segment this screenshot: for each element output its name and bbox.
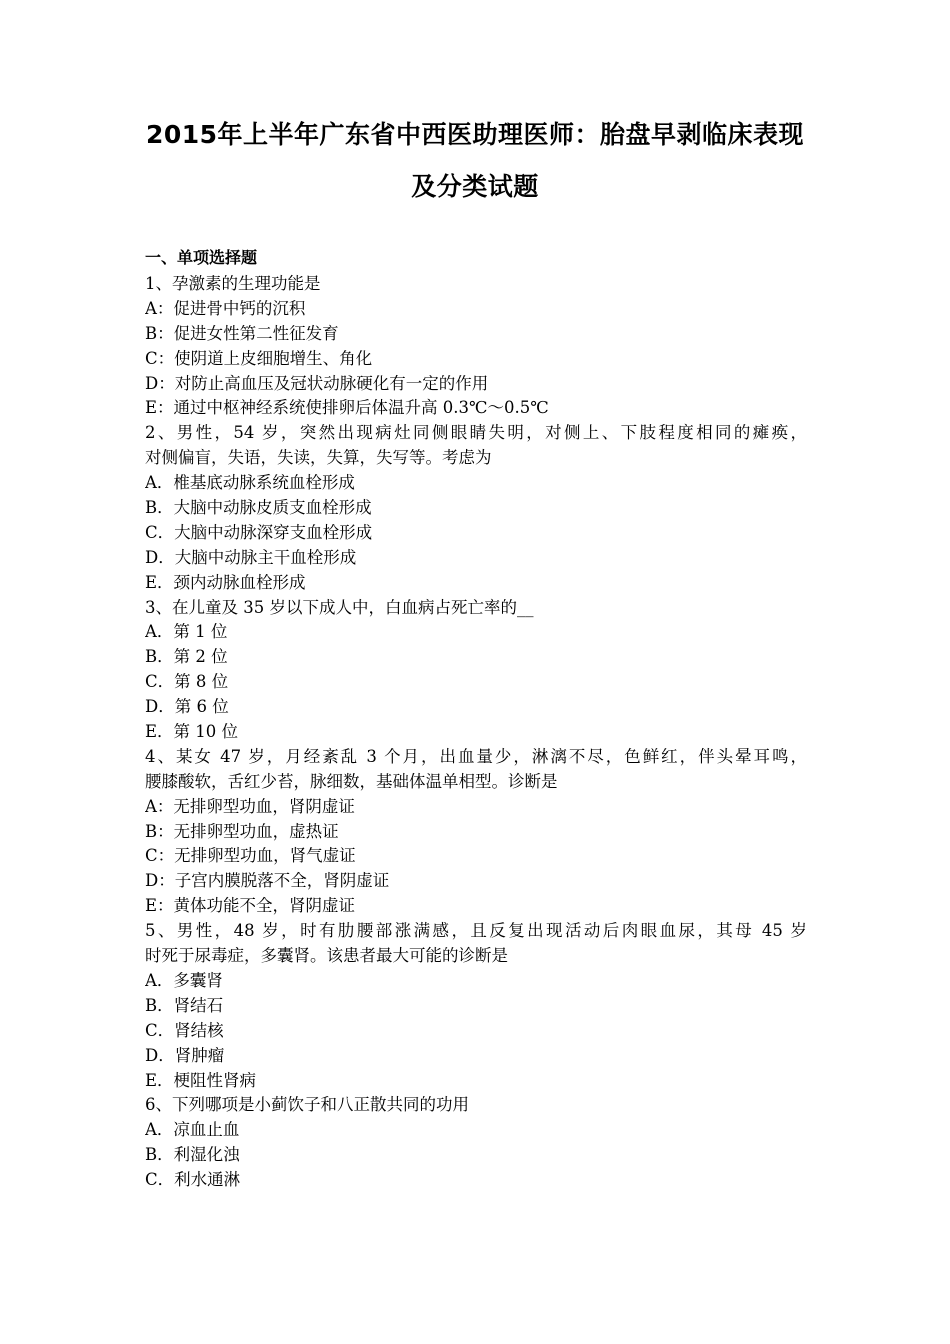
question-3-option-b: B．第 2 位: [145, 647, 228, 667]
question-5-stem-line-2: 时死于尿毒症，多囊肾。该患者最大可能的诊断是: [145, 946, 508, 966]
question-4-option-b: B：无排卵型功血，虚热证: [145, 821, 339, 841]
question-6-option-a: A．凉血止血: [145, 1120, 240, 1140]
document-title-line-1: 2015年上半年广东省中西医助理医师：胎盘早剥临床表现: [145, 120, 805, 149]
question-5-option-d: D．肾肿瘤: [145, 1045, 225, 1065]
question-2-option-d: D．大脑中动脉主干血栓形成: [145, 547, 357, 567]
question-4-option-c: C：无排卵型功血，肾气虚证: [145, 846, 356, 866]
question-2-option-a: A．椎基底动脉系统血栓形成: [145, 473, 355, 493]
question-3-option-a: A．第 1 位: [145, 622, 228, 642]
question-5-stem-line-1: 5、男性，48 岁，时有肋腰部涨满感，且反复出现活动后肉眼血尿，其母 45 岁: [145, 921, 807, 941]
question-2-option-e: E．颈内动脉血栓形成: [145, 572, 306, 592]
document-title-line-2: 及分类试题: [411, 172, 539, 201]
question-1-option-d: D：对防止高血压及冠状动脉硬化有一定的作用: [145, 373, 489, 393]
question-3-option-d: D．第 6 位: [145, 697, 229, 717]
question-5-option-c: C．肾结核: [145, 1020, 224, 1040]
question-1-stem: 1、孕激素的生理功能是: [145, 274, 321, 293]
question-3-option-e: E．第 10 位: [145, 722, 239, 742]
question-2-option-b: B．大脑中动脉皮质支血栓形成: [145, 498, 372, 518]
question-6-stem: 6、下列哪项是小蓟饮子和八正散共同的功用: [145, 1095, 469, 1115]
question-4-stem-line-2: 腰膝酸软，舌红少苔，脉细数，基础体温单相型。诊断是: [145, 771, 558, 791]
question-3-option-c: C．第 8 位: [145, 672, 229, 692]
question-1-option-b: B：促进女性第二性征发育: [145, 323, 339, 343]
question-5-option-a: A．多囊肾: [145, 970, 223, 990]
question-1-option-c: C：使阴道上皮细胞增生、角化: [145, 348, 373, 368]
question-4-option-a: A：无排卵型功血，肾阴虚证: [145, 796, 355, 816]
section-heading: 一、单项选择题: [145, 248, 258, 267]
question-4-stem-line-1: 4、某女 47 岁，月经紊乱 3 个月，出血量少，淋漓不尽，色鲜红，伴头晕耳鸣，: [145, 746, 807, 766]
question-5-option-e: E．梗阻性肾病: [145, 1070, 257, 1090]
question-5-option-b: B．肾结石: [145, 995, 224, 1015]
question-6-option-c: C．利水通淋: [145, 1170, 241, 1190]
question-2-option-c: C．大脑中动脉深穿支血栓形成: [145, 522, 373, 542]
question-2-stem-line-1: 2、男性，54 岁，突然出现病灶同侧眼睛失明，对侧上、下肢程度相同的瘫痪，: [145, 423, 807, 443]
question-list: [145, 272, 807, 1193]
question-3-stem: 3、在儿童及 35 岁以下成人中，白血病占死亡率的__: [145, 597, 534, 617]
question-4-option-d: D：子宫内膜脱落不全，肾阴虚证: [145, 871, 390, 891]
question-2-stem-line-2: 对侧偏盲，失语，失读，失算，失写等。考虑为: [145, 448, 492, 468]
question-1-option-a: A：促进骨中钙的沉积: [145, 298, 306, 318]
question-4-option-e: E：黄体功能不全，肾阴虚证: [145, 896, 356, 916]
question-1-option-e: E：通过中枢神经系统使排卵后体温升高 0.3℃～0.5℃: [145, 398, 549, 418]
question-6-option-b: B．利湿化浊: [145, 1145, 240, 1165]
